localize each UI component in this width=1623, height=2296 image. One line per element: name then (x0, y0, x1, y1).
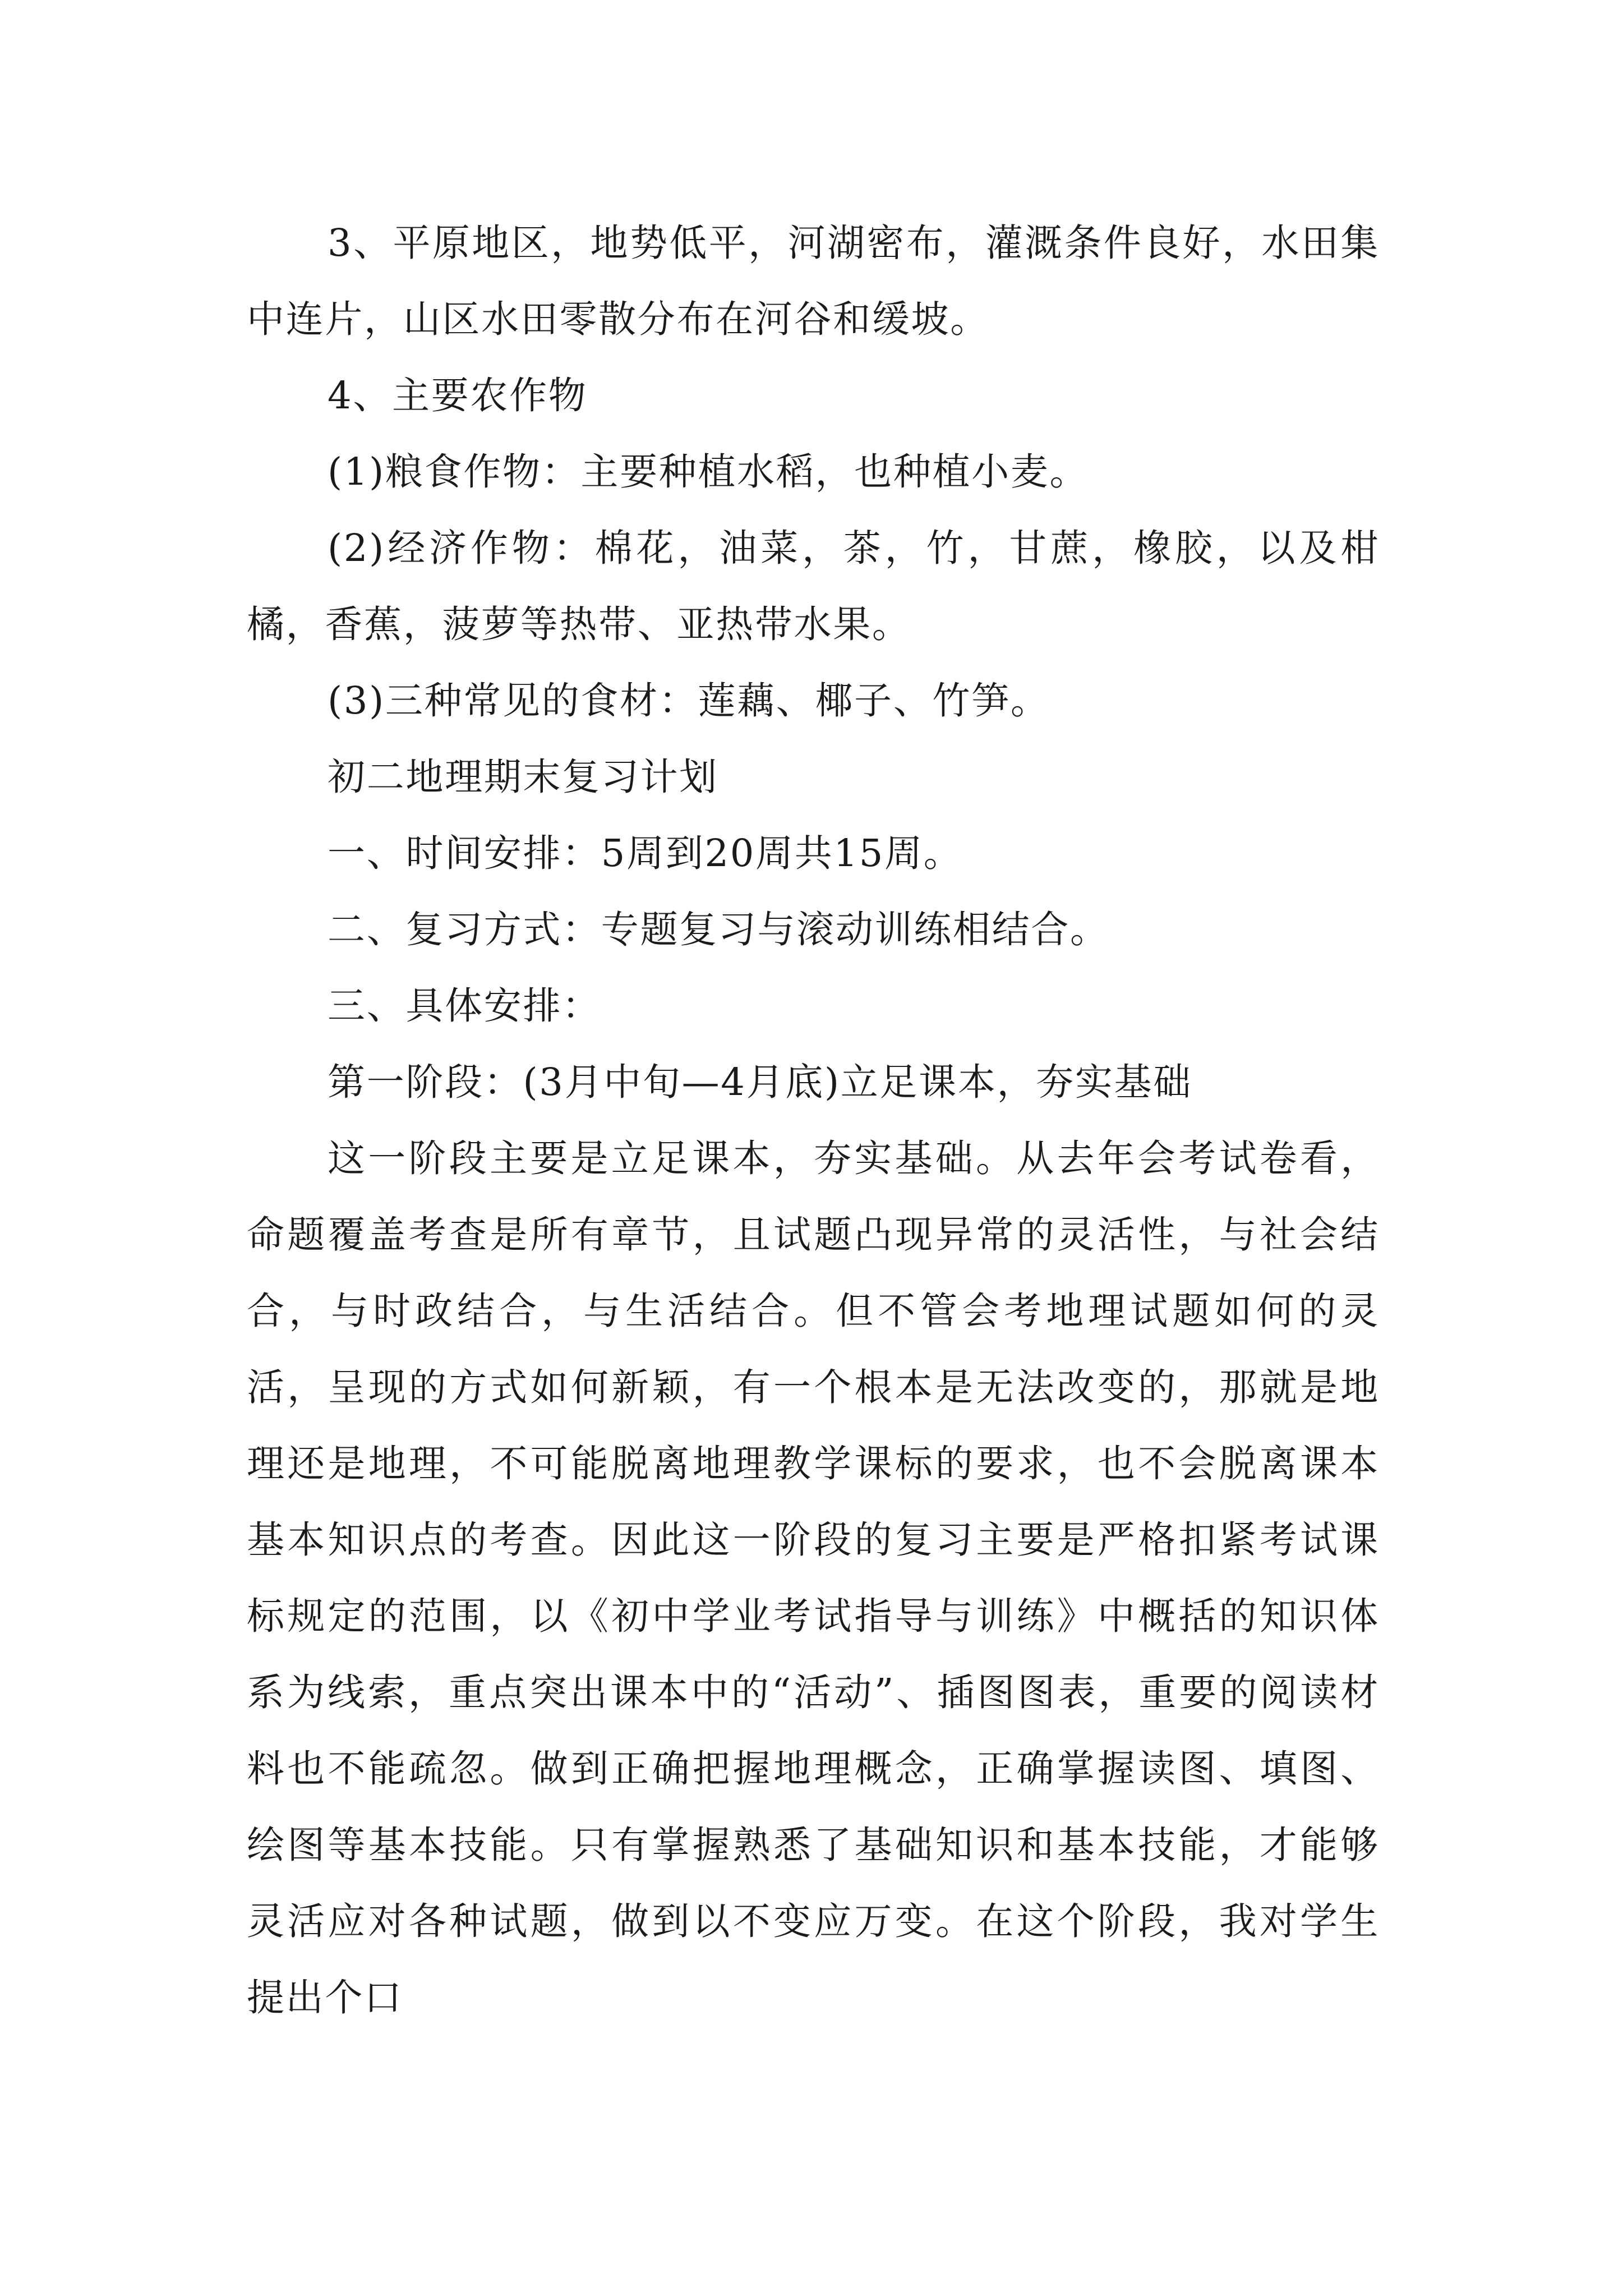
paragraph-stage-one-body: 这一阶段主要是立足课本，夯实基础。从去年会考试卷看，命题覆盖考查是所有章节，且试题凸现异常的灵活性，与社会结合，与时政结合，与生活结合。但不管会考地理试题如何的灵活，呈现的方式如何新颖，有一个根本是无法改变的，那就是地理还是地理，不可能脱离地理教学课标的要求，也不会脱离课本基本知识点的考查。因此这一阶段的复习主要是严格扣紧考试课标规定的范围，以《初中学业考试指导与训练》中概括的知识体系为线索，重点突出课本中的“活动”、插图图表，重要的阅读材料也不能疏忽。做到正确把握地理概念，正确掌握读图、填图、绘图等基本技能。只有掌握熟悉了基础知识和基本技能，才能够灵活应对各种试题，做到以不变应万变。在这个阶段，我对学生提出个口 (247, 1137, 1380, 2019)
document-body (247, 205, 1380, 2036)
paragraph-cash-crops: (2)经济作物：棉花，油菜，茶，竹，甘蔗，橡胶，以及柑橘，香蕉，菠萝等热带、亚热带水果。 (247, 526, 1380, 646)
paragraph-main-crops-heading: 4、主要农作物 (328, 374, 588, 417)
paragraph-common-foods: (3)三种常见的食材：莲藕、椰子、竹笋。 (328, 679, 1050, 723)
paragraph-specific-arrangement: 三、具体安排： (328, 984, 601, 1028)
paragraph-review-method: 二、复习方式：专题复习与滚动训练相结合。 (328, 908, 1109, 951)
section-title-review-plan: 初二地理期末复习计划 (328, 755, 718, 799)
paragraph-stage-one-heading: 第一阶段：(3月中旬—4月底)立足课本，夯实基础 (328, 1060, 1192, 1104)
paragraph-plain-terrain: 3、平原地区，地势低平，河湖密布，灌溉条件良好，水田集中连片，山区水田零散分布在河谷和缓坡。 (247, 221, 1380, 341)
paragraph-time-schedule: 一、时间安排：5周到20周共15周。 (328, 831, 963, 875)
paragraph-grain-crops: (1)粮食作物：主要种植水稻，也种植小麦。 (328, 450, 1089, 494)
